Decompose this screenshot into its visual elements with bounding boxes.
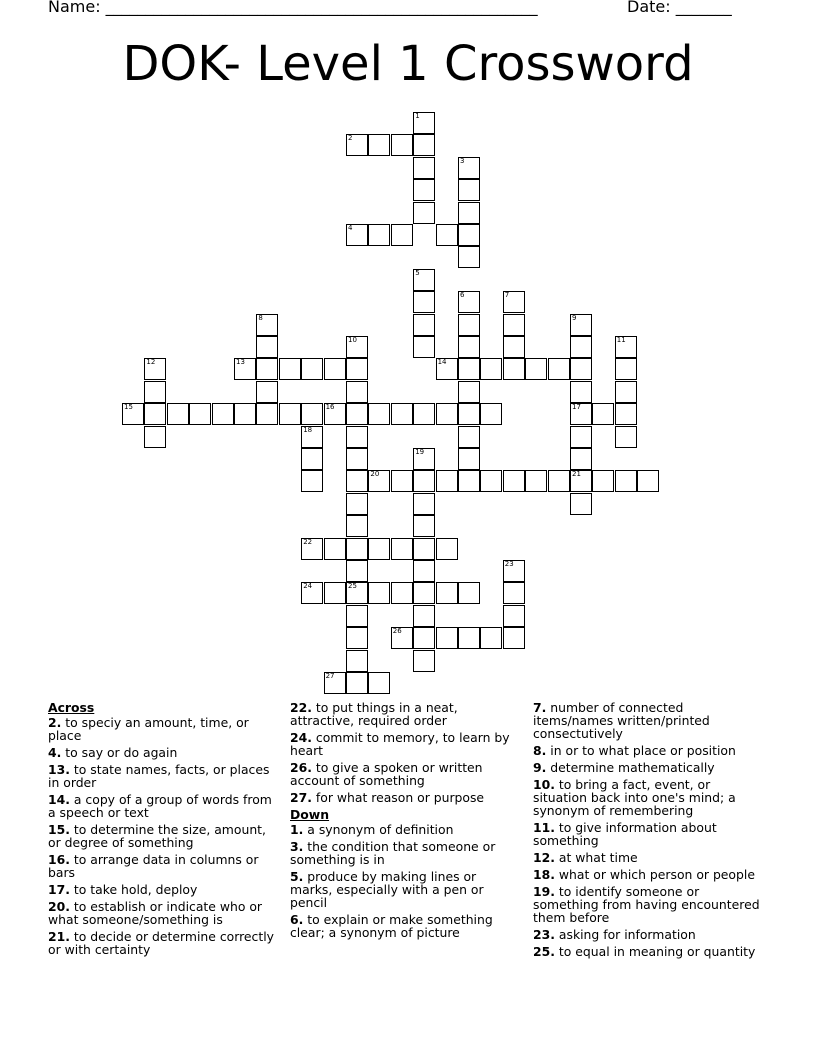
- grid-cell: [548, 358, 570, 380]
- grid-cell: [346, 493, 368, 515]
- clue-number: 19: [415, 448, 425, 456]
- grid-cell: [391, 134, 413, 156]
- grid-cell: [346, 134, 368, 156]
- grid-cell: [256, 358, 278, 380]
- grid-cell: [503, 336, 525, 358]
- grid-cell: [480, 470, 502, 492]
- grid-cell: [391, 470, 413, 492]
- grid-cell: [413, 269, 435, 291]
- clues-column-2: [290, 701, 522, 943]
- clue-item-text: to bring a fact, event, or situation back into one's mind; a synonym of remembering: [533, 777, 736, 818]
- clue-item-text: what or which person or people: [554, 867, 755, 882]
- grid-cell: [436, 224, 458, 246]
- grid-cell: [346, 515, 368, 537]
- grid-cell: [592, 403, 614, 425]
- clue-item: [533, 928, 765, 941]
- clue-item-text: to establish or indicate who or what someone/something is: [48, 899, 263, 927]
- clue-item: [48, 900, 280, 926]
- clue-number: 7: [504, 291, 510, 300]
- clue-number: 10: [348, 336, 357, 344]
- clue-item-number: 12.: [533, 850, 555, 865]
- clue-section-heading: Across: [48, 700, 95, 715]
- clue-item-number: 13.: [48, 762, 70, 777]
- clue-item-text: to explain or make something clear; a synonym of picture: [290, 912, 493, 940]
- grid-cell: [570, 336, 592, 358]
- grid-cell: [346, 627, 368, 649]
- clue-number: 18: [303, 425, 313, 434]
- clue-item-number: 5.: [290, 869, 304, 884]
- clue-item: [533, 701, 765, 740]
- grid-cell: [436, 403, 458, 425]
- grid-cell: [413, 627, 435, 649]
- clue-number: 27: [325, 672, 335, 680]
- clue-number: 2: [348, 134, 353, 143]
- clue-item: [48, 930, 280, 956]
- clue-number: 9: [572, 313, 577, 322]
- grid-cell: [167, 403, 189, 425]
- clue-item-text: to put things in a neat, attractive, required order: [290, 700, 458, 728]
- clue-item: [48, 763, 280, 789]
- grid-cell: [144, 381, 166, 403]
- clue-item: [533, 868, 765, 881]
- grid-cell: [458, 336, 480, 358]
- clue-number: 14: [437, 358, 447, 367]
- clue-item-number: 25.: [533, 944, 555, 959]
- grid-cell: [301, 470, 323, 492]
- clue-number: 5: [415, 268, 420, 277]
- clue-number: 12: [146, 358, 156, 367]
- grid-cell: [368, 224, 390, 246]
- clue-item-number: 2.: [48, 715, 62, 730]
- name-field-label: Name: ______________________________________________________: [48, 0, 538, 16]
- grid-cell: [256, 314, 278, 336]
- clue-item: [533, 778, 765, 817]
- clue-item-text: to determine the size, amount, or degree of something: [48, 822, 266, 850]
- grid-cell: [346, 403, 368, 425]
- grid-cell: [548, 470, 570, 492]
- clue-item-number: 16.: [48, 852, 70, 867]
- clue-item: [533, 761, 765, 774]
- grid-cell: [346, 470, 368, 492]
- clue-number: 1: [415, 112, 420, 120]
- grid-cell: [570, 403, 592, 425]
- clue-item: [48, 716, 280, 742]
- clue-number: 6: [460, 291, 465, 300]
- clue-item-text: to take hold, deploy: [69, 882, 198, 897]
- date-field-label: Date: _______: [627, 0, 732, 16]
- grid-cell: [525, 358, 547, 380]
- clue-item: [533, 851, 765, 864]
- grid-cell: [346, 672, 368, 694]
- clue-item: [290, 731, 522, 757]
- clues-column-1: [48, 701, 280, 960]
- clue-number: 16: [325, 403, 335, 412]
- grid-cell: [189, 403, 211, 425]
- grid-cell: [570, 314, 592, 336]
- grid-cell: [346, 538, 368, 560]
- grid-cell: [256, 336, 278, 358]
- grid-cell: [256, 381, 278, 403]
- clue-item-text: to equal in meaning or quantity: [554, 944, 756, 959]
- clue-item-number: 19.: [533, 884, 555, 899]
- grid-cell: [413, 605, 435, 627]
- grid-cell: [368, 134, 390, 156]
- grid-cell: [413, 403, 435, 425]
- grid-cell: [480, 627, 502, 649]
- grid-cell: [413, 179, 435, 201]
- grid-cell: [570, 426, 592, 448]
- clue-item-text: a synonym of definition: [303, 822, 454, 837]
- grid-cell: [570, 448, 592, 470]
- grid-cell: [436, 538, 458, 560]
- clue-item-number: 6.: [290, 912, 304, 927]
- grid-cell: [368, 538, 390, 560]
- grid-cell: [413, 582, 435, 604]
- clue-number: 15: [124, 403, 133, 412]
- grid-cell: [615, 381, 637, 403]
- grid-cell: [301, 403, 323, 425]
- clue-item-text: to state names, facts, or places in order: [48, 762, 270, 790]
- grid-cell: [346, 650, 368, 672]
- grid-cell: [436, 470, 458, 492]
- grid-cell: [503, 605, 525, 627]
- grid-cell: [346, 605, 368, 627]
- grid-cell: [458, 224, 480, 246]
- clues-column-3: [533, 701, 765, 962]
- grid-cell: [503, 314, 525, 336]
- clue-item-number: 21.: [48, 929, 70, 944]
- clue-item-text: to decide or determine correctly or with certainty: [48, 929, 274, 957]
- clue-item: [533, 821, 765, 847]
- grid-cell: [144, 358, 166, 380]
- clue-item-text: to arrange data in columns or bars: [48, 852, 259, 880]
- grid-cell: [234, 358, 256, 380]
- grid-cell: [144, 403, 166, 425]
- clue-number: 26: [392, 627, 402, 636]
- grid-cell: [503, 291, 525, 313]
- grid-cell: [413, 515, 435, 537]
- grid-cell: [368, 582, 390, 604]
- grid-cell: [458, 157, 480, 179]
- grid-cell: [503, 470, 525, 492]
- grid-cell: [346, 448, 368, 470]
- grid-cell: [503, 358, 525, 380]
- clue-item-text: at what time: [554, 850, 638, 865]
- clue-number: 20: [370, 470, 380, 479]
- grid-cell: [301, 358, 323, 380]
- clue-item-text: determine mathematically: [546, 760, 715, 775]
- grid-cell: [570, 493, 592, 515]
- clue-item-number: 26.: [290, 760, 312, 775]
- clue-item-number: 10.: [533, 777, 555, 792]
- grid-cell: [368, 672, 390, 694]
- clue-item-number: 1.: [290, 822, 304, 837]
- grid-cell: [413, 202, 435, 224]
- grid-cell: [413, 560, 435, 582]
- grid-cell: [436, 358, 458, 380]
- grid-cell: [212, 403, 234, 425]
- clue-item-number: 24.: [290, 730, 312, 745]
- clue-item-text: asking for information: [554, 927, 696, 942]
- clue-item-text: commit to memory, to learn by heart: [290, 730, 510, 758]
- grid-cell: [391, 627, 413, 649]
- grid-cell: [458, 202, 480, 224]
- grid-cell: [503, 627, 525, 649]
- grid-cell: [480, 403, 502, 425]
- grid-cell: [615, 470, 637, 492]
- clue-section-heading: Down: [290, 807, 330, 822]
- clue-item-text: for what reason or purpose: [311, 790, 485, 805]
- grid-cell: [368, 470, 390, 492]
- grid-cell: [413, 470, 435, 492]
- grid-cell: [525, 470, 547, 492]
- grid-cell: [324, 358, 346, 380]
- grid-cell: [279, 403, 301, 425]
- grid-cell: [144, 426, 166, 448]
- grid-cell: [458, 246, 480, 268]
- clue-number: 17: [572, 403, 581, 412]
- clue-item: [48, 853, 280, 879]
- grid-cell: [413, 336, 435, 358]
- grid-cell: [324, 672, 346, 694]
- clue-item: [48, 793, 280, 819]
- grid-cell: [458, 314, 480, 336]
- grid-cell: [436, 582, 458, 604]
- grid-cell: [346, 224, 368, 246]
- clue-item-number: 17.: [48, 882, 70, 897]
- grid-cell: [458, 627, 480, 649]
- grid-cell: [570, 358, 592, 380]
- grid-cell: [458, 470, 480, 492]
- clue-item-number: 14.: [48, 792, 70, 807]
- clue-item-text: a copy of a group of words from a speech or text: [48, 792, 272, 820]
- clue-item-number: 4.: [48, 745, 62, 760]
- grid-cell: [615, 426, 637, 448]
- clue-item-number: 27.: [290, 790, 312, 805]
- clue-item-text: number of connected items/names written/printed consectutively: [533, 700, 710, 741]
- grid-cell: [413, 448, 435, 470]
- clue-item-text: to speciy an amount, time, or place: [48, 715, 249, 743]
- grid-cell: [458, 448, 480, 470]
- clue-item-text: the condition that someone or something is in: [290, 839, 496, 867]
- clue-item: [290, 840, 522, 866]
- grid-cell: [413, 157, 435, 179]
- clue-item: [290, 701, 522, 727]
- clue-number: 8: [258, 313, 263, 322]
- clue-item-text: to say or do again: [61, 745, 178, 760]
- clue-number: 3: [460, 156, 465, 165]
- clue-number: 22: [303, 537, 313, 546]
- clue-item: [533, 885, 765, 924]
- clue-number: 21: [572, 470, 581, 479]
- clue-item-number: 23.: [533, 927, 555, 942]
- grid-cell: [570, 470, 592, 492]
- clue-item: [48, 883, 280, 896]
- clue-item-number: 11.: [533, 820, 555, 835]
- grid-cell: [301, 538, 323, 560]
- grid-cell: [301, 582, 323, 604]
- clue-item-text: produce by making lines or marks, especially with a pen or pencil: [290, 869, 484, 910]
- grid-cell: [503, 582, 525, 604]
- grid-cell: [458, 403, 480, 425]
- clue-item-number: 20.: [48, 899, 70, 914]
- grid-cell: [368, 403, 390, 425]
- grid-cell: [346, 426, 368, 448]
- grid-cell: [637, 470, 659, 492]
- grid-cell: [458, 582, 480, 604]
- grid-cell: [413, 112, 435, 134]
- clue-item: [48, 746, 280, 759]
- clue-item-number: 7.: [533, 700, 547, 715]
- grid-cell: [480, 358, 502, 380]
- grid-cell: [346, 381, 368, 403]
- grid-cell: [436, 627, 458, 649]
- clue-item: [533, 945, 765, 958]
- grid-cell: [413, 134, 435, 156]
- grid-cell: [413, 493, 435, 515]
- grid-cell: [122, 403, 144, 425]
- clue-item: [290, 823, 522, 836]
- grid-cell: [324, 403, 346, 425]
- clue-number: 13: [236, 358, 245, 367]
- clue-item: [533, 744, 765, 757]
- grid-cell: [391, 538, 413, 560]
- clue-item: [290, 913, 522, 939]
- grid-cell: [324, 582, 346, 604]
- clue-item: [48, 823, 280, 849]
- grid-cell: [615, 403, 637, 425]
- grid-cell: [391, 224, 413, 246]
- page-title: DOK- Level 1 Crossword: [122, 36, 694, 92]
- clue-item: [290, 870, 522, 909]
- clue-item-number: 18.: [533, 867, 555, 882]
- grid-cell: [615, 336, 637, 358]
- grid-cell: [346, 560, 368, 582]
- clue-item-text: to give information about something: [533, 820, 717, 848]
- grid-cell: [391, 582, 413, 604]
- grid-cell: [391, 403, 413, 425]
- clue-item-number: 15.: [48, 822, 70, 837]
- grid-cell: [301, 426, 323, 448]
- grid-cell: [458, 381, 480, 403]
- grid-cell: [413, 291, 435, 313]
- grid-cell: [301, 448, 323, 470]
- grid-cell: [458, 426, 480, 448]
- clue-item-text: to identify someone or something from having encountered them before: [533, 884, 760, 925]
- grid-cell: [458, 358, 480, 380]
- grid-cell: [234, 403, 256, 425]
- grid-cell: [458, 291, 480, 313]
- grid-cell: [279, 358, 301, 380]
- grid-cell: [256, 403, 278, 425]
- grid-cell: [592, 470, 614, 492]
- grid-cell: [615, 358, 637, 380]
- clue-number: 11: [616, 336, 626, 344]
- clue-item-text: in or to what place or position: [546, 743, 736, 758]
- grid-cell: [346, 358, 368, 380]
- grid-cell: [324, 538, 346, 560]
- clue-number: 4: [348, 224, 353, 232]
- clue-item: [290, 761, 522, 787]
- grid-cell: [413, 314, 435, 336]
- grid-cell: [346, 336, 368, 358]
- clue-number: 25: [348, 582, 357, 591]
- grid-cell: [570, 381, 592, 403]
- grid-cell: [503, 560, 525, 582]
- clue-item-number: 22.: [290, 700, 312, 715]
- clue-item-number: 8.: [533, 743, 547, 758]
- clue-item-text: to give a spoken or written account of something: [290, 760, 483, 788]
- clue-item-number: 9.: [533, 760, 547, 775]
- clue-number: 24: [303, 582, 313, 591]
- clue-item: [290, 791, 522, 804]
- clue-item-number: 3.: [290, 839, 304, 854]
- grid-cell: [346, 582, 368, 604]
- clue-number: 23: [504, 560, 514, 568]
- grid-cell: [458, 179, 480, 201]
- grid-cell: [413, 650, 435, 672]
- grid-cell: [413, 538, 435, 560]
